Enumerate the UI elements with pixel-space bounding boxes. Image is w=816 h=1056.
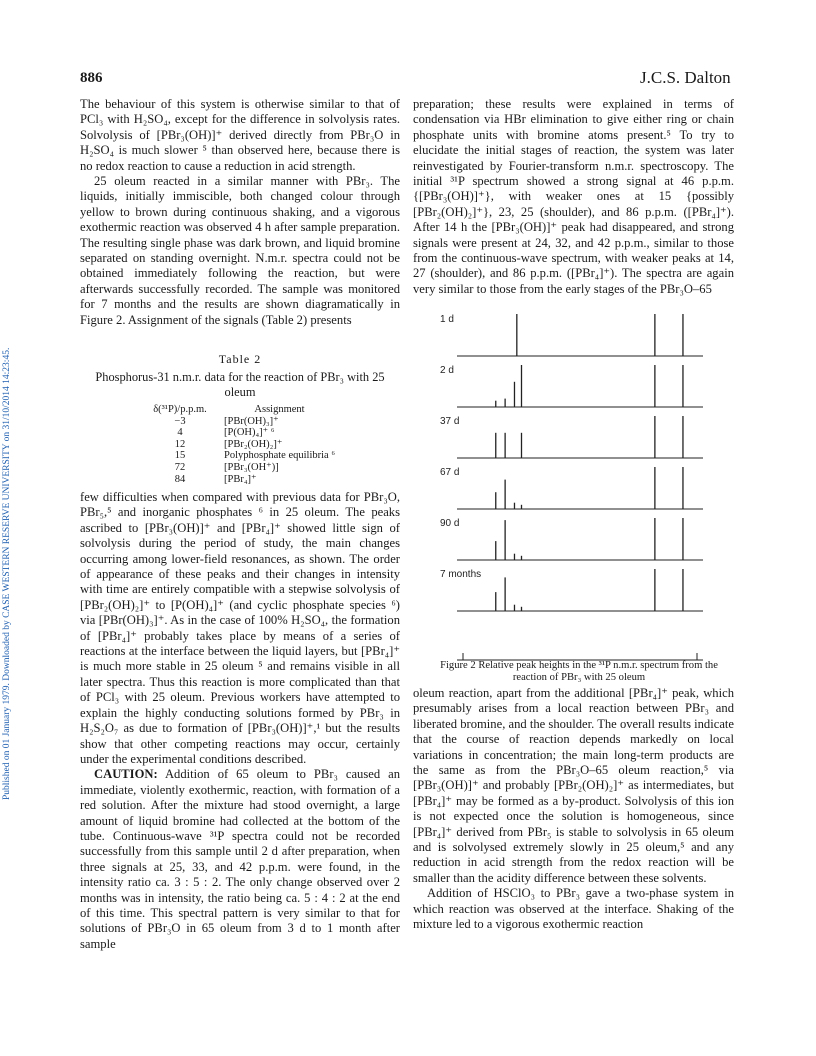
spectrum-label: 90 d: [440, 518, 460, 529]
right-column-top: [413, 97, 734, 297]
figure-caption: Figure 2 Relative peak heights in the ³¹P n.m.r. spectrum from the reaction of PBr₃ with 25 oleum: [440, 660, 718, 683]
table-row: [144, 462, 335, 474]
table-cell: 4: [177, 427, 183, 439]
table-header-row: [144, 404, 335, 416]
table-row: [144, 427, 335, 439]
table-caption: Phosphorus-31 n.m.r. data for the reaction of PBr₃ with 25 oleum: [95, 370, 385, 399]
table-row: [144, 450, 335, 462]
page-number: 886: [80, 70, 103, 86]
table-cell: 12: [174, 438, 186, 450]
nmr-data-table: [144, 404, 335, 485]
table-row: [144, 439, 335, 451]
column-header: Assignment: [254, 404, 305, 415]
column-header: δ(³¹P)/p.p.m.: [153, 404, 207, 415]
spectrum-label: 67 d: [440, 467, 460, 478]
table-cell: [P(OH)₄]⁺ ⁶: [224, 427, 275, 439]
download-watermark: [0, 80, 18, 980]
table-cell: [PBr₄]⁺: [224, 473, 257, 485]
caution-text: Addition of 65 oleum to PBr₃ caused an immediate, violently exothermic, reaction, with formation of a red solution. After the mixture had stood overnight, a large amount of liquid bromine had collected at the bottom of the tube. Continuous-wave ³¹P spectra could not be recorded successfully from this sample until 2 d after preparation, when three signals at 25, 33, and 42 p.p.m. were found, in the intensity ratio ca. 3 : 5 : 2. The only change observed over 2 months was in intensity, the ratio being ca. 5 : 4 : 2 at the end of this time. This spectral pattern is very similar to that for solutions of PBr₃O in 65 oleum from 3 d to 1 month after sample: [80, 767, 400, 951]
table-title: Table 2: [218, 352, 262, 366]
left-column-top: [80, 97, 400, 328]
spectrum-label: 1 d: [440, 314, 454, 325]
paragraph: 25 oleum reacted in a similar manner with PBr₃. The liquids, initially immiscible, both changed colour through yellow to brown during continuous shaking, and a vigorous exothermic reaction was observed 4 h after sample preparation. The resulting single phase was dark brown, and liquid bromine separated on standing overnight. N.m.r. spectra could not be obtained immediately following the reaction, but were afterwards successfully recorded. The sample was monitored for 7 months and the results are shown diagramatically in Figure 2. Assignment of the signals (Table 2) presents: [80, 174, 400, 327]
paragraph: oleum reaction, apart from the additional [PBr₄]⁺ peak, which presumably arises from a local reaction between PBr₃ and liberated bromine, and the shoulder. The overall results indicate that the course of reaction depends markedly on local variations in concentration; the main long-term products are the same as from the PBr₃O–65 oleum reaction,⁵ via [PBr₃(OH)]⁺ and probably [PBr₂(OH)₂]⁺ as intermediates, but [PBr₄]⁺ may be formed as a by-product. Solvolysis of this ion is not expected once the solution is homogeneous, since [PBr₄]⁺ derived from PBr₅ is stable to solvolysis in 65 oleum and is solvolysed extremely slowly in 25 oleum,⁵ and any reduction in acid strength from the redox reaction will be smaller than the acidity difference between these solvents.: [413, 686, 734, 885]
table-cell: −3: [174, 415, 186, 427]
table-cell: 15: [174, 450, 186, 462]
table-cell: [PBr(OH)₃]⁺: [224, 415, 279, 427]
paragraph: [80, 767, 400, 952]
caution-label: CAUTION:: [94, 767, 158, 782]
download-note: Published on 01 January 1979. Downloaded by CASE WESTERN RESERVE UNIVERSITY on 31/10/2014 14:23:45.: [2, 347, 12, 800]
paragraph: few difficulties when compared with previous data for PBr₃O, PBr₅,⁵ and inorganic phosphates ⁶ in 25 oleum. The peaks ascribed to [PBr₃(OH)]⁺ and [PBr₄]⁺ showed little sign of solvolysis during the period of study, the main changes occurring among lower-field resonances, as shown. The order of appearance of these peaks and their changes in intensity with time are entirely compatible with a stepwise solvolysis of [PBr₂(OH)₂]⁺ to [P(OH)₄]⁺ (and cyclic phosphate species ⁶) via [PBr(OH)₃]⁺. As in the case of 100% H₂SO₄, the formation of [PBr₄]⁺ probably takes place by means of a series of reactions at the interface between the liquid layers, but [PBr₄]⁺ is much more stable in 25 oleum ⁵ and remains visible in all later spectra. Thus this reaction is more complicated than that of PCl₃ with 25 oleum. Previous workers have attempted to explain the highly conducting solutions formed by PBr₃ in H₂S₂O₇ as due to formation of [PBr₃(OH)]⁺,¹ but the results show that other competing reactions may occur, certainly under the experimental conditions described.: [80, 490, 400, 766]
table-cell: [PBr₃(OH⁺)]: [224, 461, 279, 473]
table-cell: Polyphosphate equilibria ⁶: [224, 450, 335, 462]
running-head-author: J.C.S. Dalton: [640, 68, 731, 87]
table-cell: 72: [174, 461, 186, 473]
nmr-stack-plot: [413, 312, 734, 662]
spectrum-label: 2 d: [440, 365, 454, 376]
paragraph: preparation; these results were explained in terms of condensation via HBr elimination to give either ring or chain phosphate units with bromine atoms present.⁵ To try to elucidate the initial stages of reaction, the system was later reinvestigated by Fourier-transform n.m.r. spectroscopy. The initial ³¹P spectrum showed a strong signal at 46 p.p.m. {[PBr₃(OH)]⁺}, with weaker ones at 15 {possibly [PBr₂(OH)₂]⁺}, 23, 25 (shoulder), and 86 p.p.m. ([PBr₄]⁺). After 14 h the [PBr₃(OH)]⁺ peak had disappeared, and strong signals were present at 24, 32, and 42 p.p.m., similar to those from the continuous-wave spectrum, with weaker peaks at 14, 27 (shoulder), and 86 p.p.m. ([PBr₄]⁺). The spectra are again very similar to those from the early stages of the PBr₃O–65: [413, 97, 734, 296]
table-row: [144, 474, 335, 486]
spectrum-label: 7 months: [440, 569, 482, 580]
table-row: [144, 416, 335, 428]
left-column-bottom: [80, 490, 400, 952]
paragraph: Addition of HSClO₃ to PBr₃ gave a two-phase system in which reaction was observed at the interface. Shaking of the mixture led to a vigorous exothermic reaction: [413, 886, 734, 932]
paragraph: The behaviour of this system is otherwise similar to that of PCl₃ with H₂SO₄, except for the difference in solvolysis rates. Solvolysis of [PBr₃(OH)]⁺ derived directly from PBr₃O in H₂SO₄ is much slower ⁵ than observed here, because there is no redox reaction to cause a reduction in acid strength.: [80, 97, 400, 173]
table-cell: [PBr₂(OH)₂]⁺: [224, 438, 283, 450]
spectrum-label: 37 d: [440, 416, 460, 427]
right-column-bottom: [413, 686, 734, 933]
table-cell: 84: [174, 473, 186, 485]
